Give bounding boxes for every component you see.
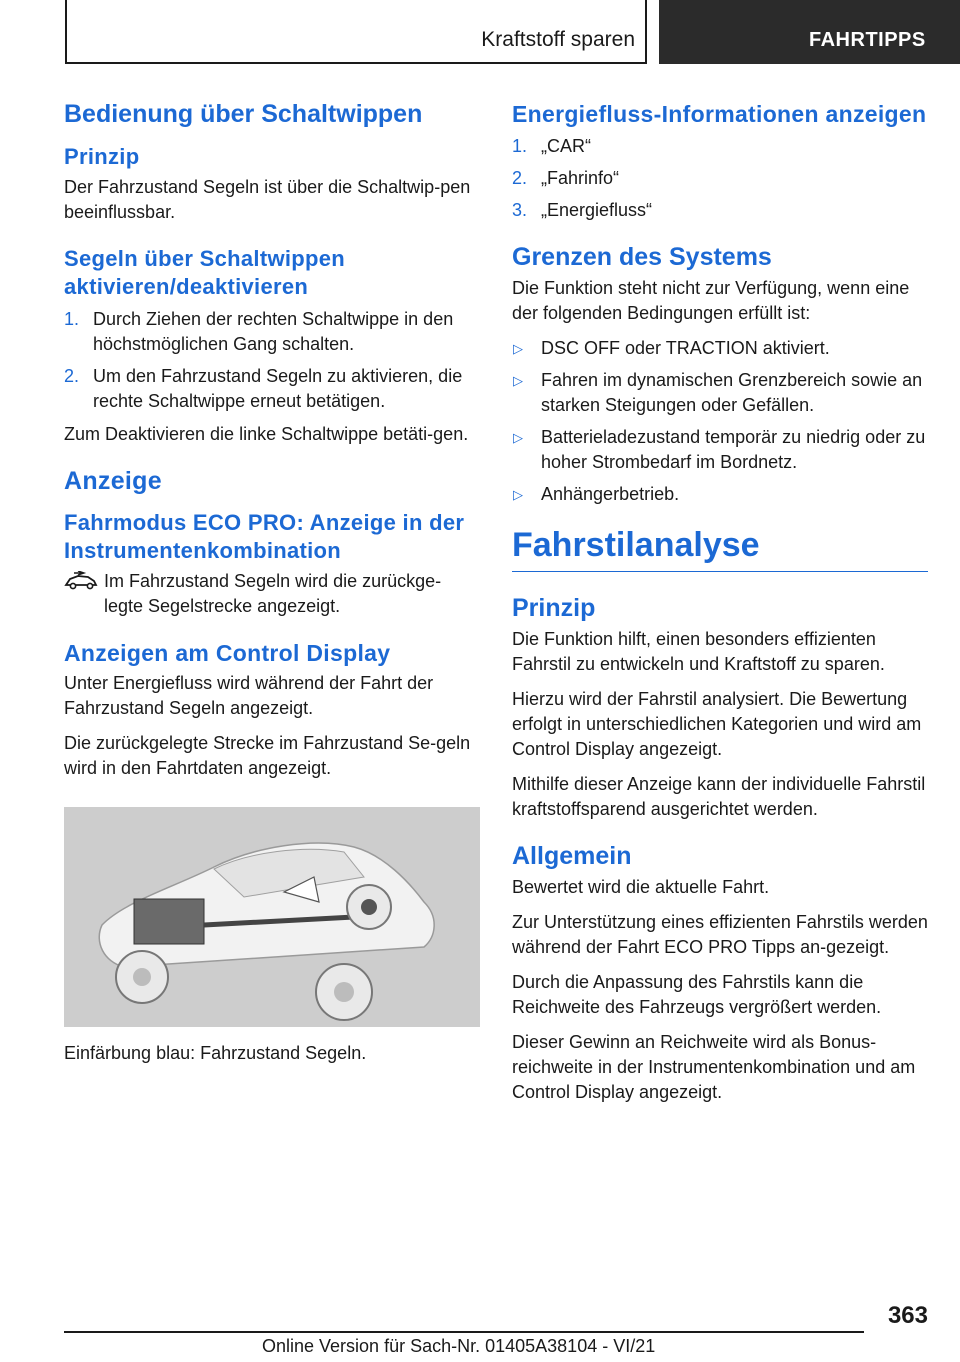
list-item: 3. „Energiefluss“ (512, 200, 653, 220)
page-number: 363 (887, 1302, 928, 1329)
chapter-tab: FAHRTIPPS (659, 0, 960, 64)
triangle-bullet-icon: ▷ (513, 341, 523, 356)
text-allgemein-2: Zur Unterstützung eines effizienten Fahrstils werden während der Fahrt ECO PRO Tipps an-gezeigt. (512, 912, 928, 957)
left-column (64, 100, 480, 1076)
text-fahrmodus: Im Fahrzustand Segeln wird die zurückge-legte Segelstrecke angezeigt. (64, 569, 480, 619)
footer-divider (64, 1331, 864, 1333)
triangle-bullet-icon: ▷ (513, 487, 523, 502)
text-deaktivieren: Zum Deaktivieren die linke Schaltwippe betäti-gen. (64, 424, 469, 444)
text-cd-1: Unter Energiefluss wird während der Fahrt der Fahrzustand Segeln angezeigt. (64, 673, 434, 718)
list-item: ▷ Batterieladezustand temporär zu niedrig oder zu hoher Strombedarf im Bordnetz. (513, 427, 926, 472)
figure-caption: Einfärbung blau: Fahrzustand Segeln. (64, 1043, 367, 1063)
heading-control-display: Anzeigen am Control Display (64, 640, 391, 666)
triangle-bullet-icon: ▷ (513, 430, 523, 445)
heading-allgemein: Allgemein (512, 842, 632, 870)
text-grenzen: Die Funktion steht nicht zur Verfügung, wenn eine der folgenden Bedingungen erfüllt ist: (512, 278, 910, 323)
car-drivetrain-image (64, 807, 480, 1027)
list-item: 2. „Fahrinfo“ (512, 168, 620, 188)
text-prinzip: Der Fahrzustand Segeln ist über die Schaltwip-pen beeinflussbar. (64, 177, 471, 222)
list-item: 1. „CAR“ (512, 136, 591, 156)
list-item: ▷ Anhängerbetrieb. (512, 482, 928, 507)
heading-prinzip-2: Prinzip (512, 594, 596, 622)
list-item: ▷ DSC OFF oder TRACTION aktiviert. (512, 336, 928, 361)
section-title: Kraftstoff sparen (481, 28, 635, 51)
text-prinzip-2: Hierzu wird der Fahrstil analysiert. Die Bewertung erfolgt in unterschiedlichen Kategorien und wird am Control Display angezeigt. (512, 689, 922, 759)
triangle-bullet-icon: ▷ (513, 373, 523, 388)
text-prinzip-3: Mithilfe dieser Anzeige kann der individuelle Fahrstil kraftstoffsparend ausgerichtet werden. (512, 774, 926, 819)
car-illustration (64, 807, 480, 1027)
heading-fahrstilanalyse: Fahrstilanalyse (512, 525, 928, 572)
text-prinzip-1: Die Funktion hilft, einen besonders effizienten Fahrstil zu entwickeln und Kraftstoff zu sparen. (512, 629, 885, 674)
list-item: 1. Durch Ziehen der rechten Schaltwippe in den höchstmöglichen Gang schalten. (64, 309, 454, 354)
heading-segeln: Segeln über Schaltwippen aktivieren/deaktivieren (64, 246, 346, 299)
heading-fahrmodus: Fahrmodus ECO PRO: Anzeige in der Instrumentenkombination (64, 510, 465, 563)
heading-energiefluss: Energiefluss-Informationen anzeigen (512, 101, 927, 127)
text-allgemein-1: Bewertet wird die aktuelle Fahrt. (512, 877, 770, 897)
heading-grenzen: Grenzen des Systems (512, 243, 772, 271)
page-header (65, 0, 960, 66)
text-allgemein-4: Dieser Gewinn an Reichweite wird als Bonus-reichweite in der Instrumentenkombination und am Control Display angezeigt. (512, 1032, 916, 1102)
text-allgemein-3: Durch die Anpassung des Fahrstils kann die Reichweite des Fahrzeugs vergrößert werden. (512, 972, 882, 1017)
menu-path-list (512, 134, 928, 223)
sailing-car-icon (64, 571, 98, 591)
heading-anzeige: Anzeige (64, 467, 162, 495)
list-item: ▷ Fahren im dynamischen Grenzbereich sowie an starken Steigungen oder Gefällen. (513, 370, 923, 415)
heading-bedienung: Bedienung über Schaltwippen (64, 100, 423, 128)
steps-list (64, 307, 480, 414)
online-version-note: Online Version für Sach-Nr. 01405A38104 - VI/21 (262, 1336, 656, 1356)
text-cd-2: Die zurückgelegte Strecke im Fahrzustand Se-geln wird in den Fahrtdaten angezeigt. (64, 733, 471, 778)
right-column (512, 100, 928, 1115)
heading-prinzip: Prinzip (64, 144, 140, 169)
conditions-list (512, 336, 928, 507)
list-item: 2. Um den Fahrzustand Segeln zu aktivieren, die rechte Schaltwippe erneut betätigen. (64, 366, 463, 411)
